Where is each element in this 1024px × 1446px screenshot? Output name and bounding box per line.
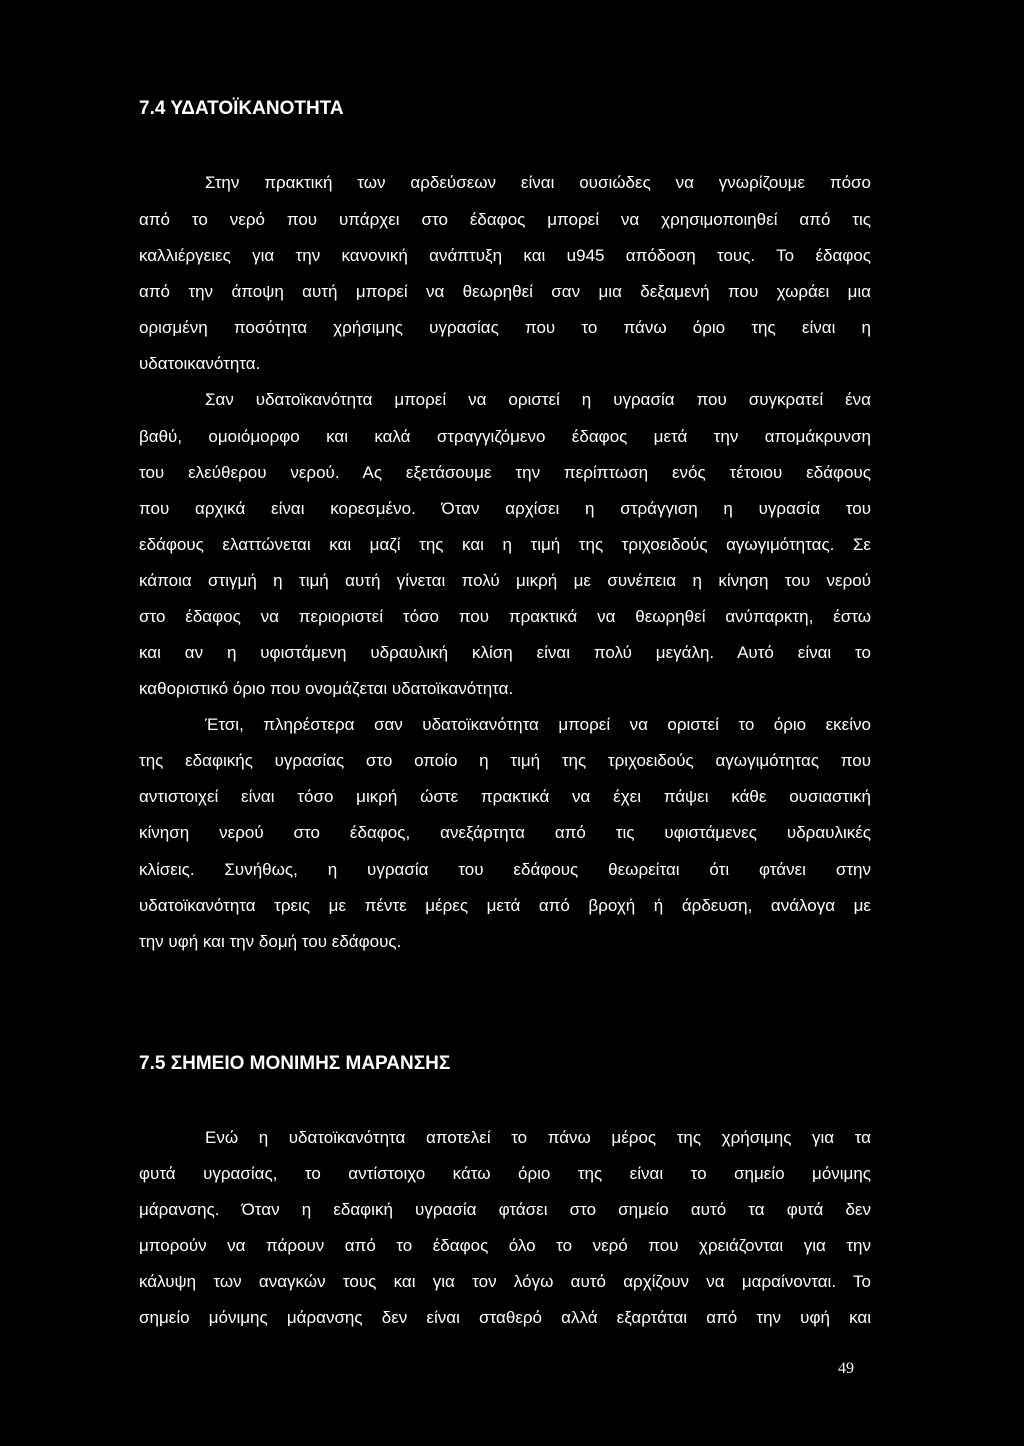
- paragraph-line: Έτσι, πληρέστερα σαν υδατοϊκανότητα μπορεί να οριστεί το όριο εκείνο: [205, 715, 871, 734]
- paragraph-line: βαθύ, ομοιόμορφο και καλά στραγγιζόμενο έδαφος μετά την απομάκρυνση: [139, 427, 871, 446]
- paragraph-line: που αρχικά είναι κορεσμένο. Όταν αρχίσει η στράγγιση η υγρασία του: [139, 499, 871, 518]
- paragraph-line: και αν η υφιστάμενη υδραυλική κλίση είναι πολύ μεγάλη. Αυτό είναι το: [139, 643, 871, 662]
- paragraph-line: κάλυψη των αναγκών τους και για τον λόγω αυτό αρχίζουν να μαραίνονται. Το: [139, 1272, 871, 1291]
- paragraph-line: φυτά υγρασίας, το αντίστοιχο κάτω όριο της είναι το σημείο μόνιμης: [139, 1164, 871, 1183]
- section-heading-7-4: 7.4 ΥΔΑΤΟΪΚΑΝΟΤΗΤΑ: [139, 98, 344, 119]
- paragraph-line: σημείο μόνιμης μάρανσης δεν είναι σταθερό αλλά εξαρτάται από την υφή και: [139, 1308, 871, 1327]
- paragraph-line: από την άποψη αυτή μπορεί να θεωρηθεί σαν μια δεξαμενή που χωράει μια: [139, 282, 871, 301]
- paragraph-line: Ενώ η υδατοϊκανότητα αποτελεί το πάνω μέρος της χρήσιμης για τα: [205, 1128, 871, 1147]
- paragraph-line: την υφή και την δομή του εδάφους.: [139, 932, 402, 951]
- paragraph-line: Στην πρακτική των αρδεύσεων είναι ουσιώδες να γνωρίζουμε πόσο: [205, 173, 871, 192]
- paragraph-line: ορισμένη ποσότητα χρήσιμης υγρασίας που το πάνω όριο της είναι η: [139, 318, 871, 337]
- paragraph-line: καλλιέργειες για την κανονική ανάπτυξη και u945 απόδοση τους. Το έδαφος: [139, 246, 871, 265]
- paragraph-line: μάρανσης. Όταν η εδαφική υγρασία φτάσει στο σημείο αυτό τα φυτά δεν: [139, 1200, 871, 1219]
- paragraph-line: στο έδαφος να περιοριστεί τόσο που πρακτικά να θεωρηθεί ανύπαρκτη, έστω: [139, 607, 871, 626]
- paragraph-line: Σαν υδατοϊκανότητα μπορεί να οριστεί η υγρασία που συγκρατεί ένα: [205, 390, 871, 409]
- paragraph-line: της εδαφικής υγρασίας στο οποίο η τιμή της τριχοειδούς αγωγιμότητας που: [139, 751, 871, 770]
- paragraph-line: κλίσεις. Συνήθως, η υγρασία του εδάφους θεωρείται ότι φτάνει στην: [139, 860, 871, 879]
- paragraph-line: του ελεύθερου νερού. Ας εξετάσουμε την περίπτωση ενός τέτοιου εδάφους: [139, 463, 871, 482]
- paragraph-line: υδατοικανότητα.: [139, 354, 261, 373]
- paragraph-line: καθοριστικό όριο που ονομάζεται υδατοϊκανότητα.: [139, 679, 514, 698]
- paragraph-line: κάποια στιγμή η τιμή αυτή γίνεται πολύ μικρή με συνέπεια η κίνηση του νερού: [139, 571, 871, 590]
- paragraph-line: αντιστοιχεί είναι τόσο μικρή ώστε πρακτικά να έχει πάψει κάθε ουσιαστική: [139, 787, 871, 806]
- paragraph-line: από το νερό που υπάρχει στο έδαφος μπορεί να χρησιμοποιηθεί από τις: [139, 210, 871, 229]
- paragraph-line: υδατοϊκανότητα τρεις με πέντε μέρες μετά από βροχή ή άρδευση, ανάλογα με: [139, 896, 871, 915]
- page-number: 49: [838, 1360, 854, 1377]
- section-heading-7-5: 7.5 ΣΗΜΕΙΟ ΜΟΝΙΜΗΣ ΜΑΡΑΝΣΗΣ: [139, 1053, 451, 1074]
- paragraph-line: εδάφους ελαττώνεται και μαζί της και η τιμή της τριχοειδούς αγωγιμότητας. Σε: [139, 535, 871, 554]
- paragraph-line: μπορούν να πάρουν από το έδαφος όλο το νερό που χρειάζονται για την: [139, 1236, 871, 1255]
- paragraph-line: κίνηση νερού στο έδαφος, ανεξάρτητα από τις υφιστάμενες υδραυλικές: [139, 823, 871, 842]
